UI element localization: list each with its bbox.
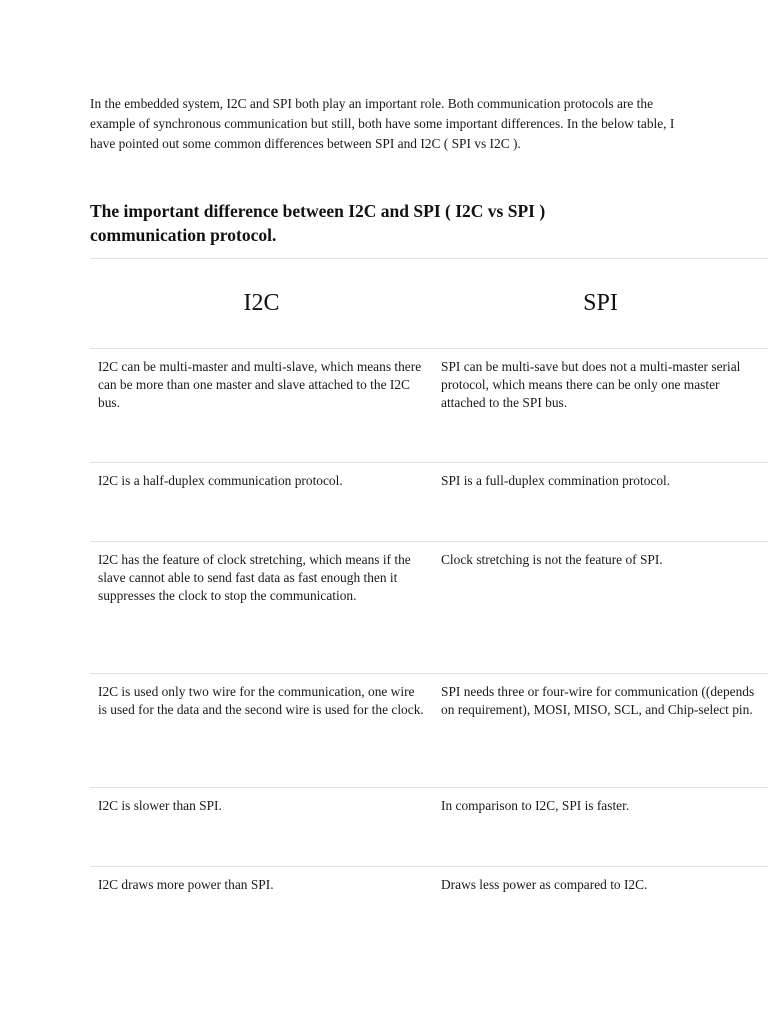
table-row [90,788,768,867]
i2c-cell: I2C is a half-duplex communication protocol. [90,463,433,542]
spi-cell: Draws less power as compared to I2C. [441,877,648,892]
table-row [90,674,768,788]
i2c-cell: I2C has the feature of clock stretching, which means if the slave cannot able to send fast data as fast enough then it suppresses the clock to stop the communication. [90,542,433,674]
table-row [90,463,768,542]
table-row [90,542,768,674]
i2c-cell: I2C can be multi-master and multi-slave, which means there can be more than one master and slave attached to the I2C bus. [90,349,433,463]
i2c-cell: I2C draws more power than SPI. [98,877,274,892]
spi-cell: SPI needs three or four-wire for communication ((depends on requirement), MOSI, MISO, SCL, and Chip-select pin. [433,674,768,788]
section-heading: The important difference between I2C and SPI ( I2C vs SPI ) communication protocol. [90,201,546,245]
table-row [90,349,768,463]
spi-cell: SPI is a full-duplex commination protocol. [433,463,768,542]
column-header-i2c: I2C [90,259,433,349]
column-header-spi: SPI [433,259,768,349]
spi-cell: SPI can be multi-save but does not a multi-master serial protocol, which means there can be only one master attached to the SPI bus. [433,349,768,463]
comparison-table-container [90,258,768,936]
comparison-table [90,259,768,936]
table-row [90,867,768,937]
intro-paragraph: In the embedded system, I2C and SPI both play an important role. Both communication protocols are the example of synchronous communication but still, both have some important differences. In the below table, I have pointed out some common differences between SPI and I2C ( SPI vs I2C ). [90,96,675,151]
table-header-row [90,259,768,349]
i2c-cell: I2C is slower than SPI. [90,788,433,867]
spi-cell: In comparison to I2C, SPI is faster. [433,788,768,867]
i2c-cell: I2C is used only two wire for the communication, one wire is used for the data and the second wire is used for the clock. [90,674,433,788]
spi-cell: Clock stretching is not the feature of SPI. [433,542,768,674]
